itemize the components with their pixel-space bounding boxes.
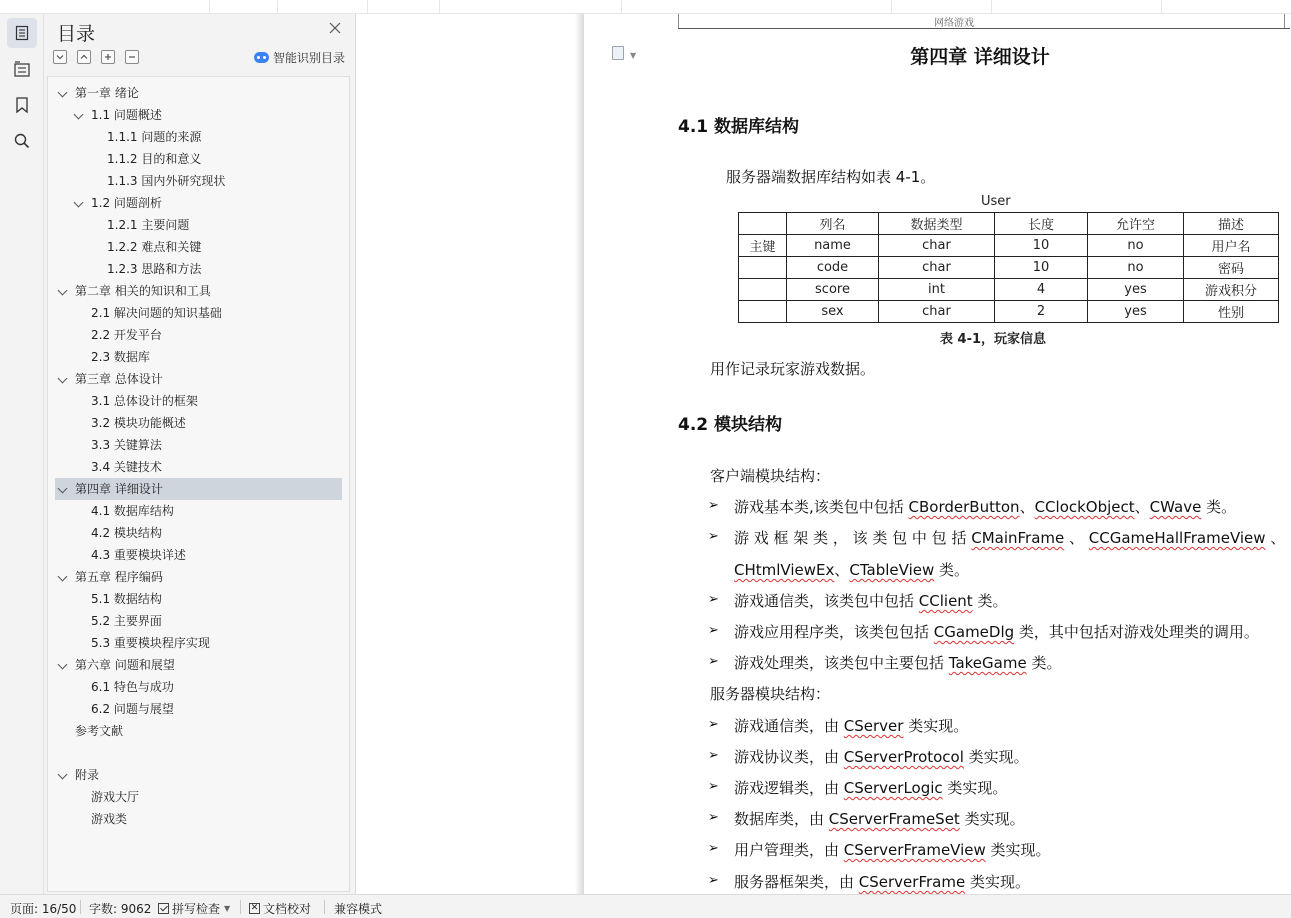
chevron-down-icon[interactable] bbox=[58, 88, 68, 98]
table-cell: name bbox=[787, 235, 879, 257]
table-cell: yes bbox=[1088, 279, 1184, 301]
toc-title: 目录 bbox=[57, 23, 96, 45]
table-cell: 4 bbox=[995, 279, 1088, 301]
toc-item[interactable]: 2.1 解决问题的知识基础 bbox=[91, 306, 222, 320]
table-cell: 密码 bbox=[1184, 257, 1279, 279]
toc-item[interactable]: 1.2.1 主要问题 bbox=[107, 218, 190, 232]
table-header-row bbox=[739, 213, 1279, 235]
table-cell: char bbox=[879, 235, 995, 257]
bullet-arrow-icon: ➢ bbox=[708, 717, 719, 732]
toc-item[interactable]: 6.1 特色与成功 bbox=[91, 680, 174, 694]
bullet-item: 游戏通信类，该类包中包括 CClient 类。 bbox=[734, 592, 1008, 610]
table-cell bbox=[739, 301, 787, 323]
toc-item[interactable]: 4.1 数据库结构 bbox=[91, 504, 174, 518]
bullet-item: 游戏协议类，由 CServerProtocol 类实现。 bbox=[734, 748, 1029, 766]
toc-tree bbox=[47, 76, 350, 892]
chevron-down-icon[interactable] bbox=[58, 286, 68, 296]
toc-item[interactable]: 第二章 相关的知识和工具 bbox=[75, 280, 211, 302]
toolbar-segment bbox=[622, 0, 892, 14]
chevron-down-icon[interactable] bbox=[74, 110, 84, 120]
paragraph: 服务器端数据库结构如表 4-1。 bbox=[726, 168, 936, 186]
table-row bbox=[739, 301, 1279, 323]
toc-item[interactable]: 游戏类 bbox=[91, 812, 128, 826]
expand-all-button[interactable] bbox=[53, 50, 67, 64]
toolbar-segment bbox=[0, 0, 210, 14]
bullet-arrow-icon: ➢ bbox=[708, 779, 719, 794]
word-count[interactable]: 字数: 9062 bbox=[89, 902, 152, 916]
toolbar-segment bbox=[278, 0, 368, 14]
caret-down-icon[interactable]: ▼ bbox=[630, 51, 637, 60]
table-cell: 2 bbox=[995, 301, 1088, 323]
top-toolbar-strip bbox=[0, 0, 1291, 14]
bookmark-button[interactable] bbox=[7, 90, 37, 120]
bullet-item: 游戏应用程序类，该类包包括 CGameDlg 类，其中包括对游戏处理类的调用。 bbox=[734, 623, 1259, 641]
remove-heading-button[interactable] bbox=[125, 50, 139, 64]
bullet-item-continuation: CHtmlViewEx、CTableView 类。 bbox=[734, 561, 970, 579]
table-cell: score bbox=[787, 279, 879, 301]
table-cell: code bbox=[787, 257, 879, 279]
bullet-arrow-icon: ➢ bbox=[708, 654, 719, 669]
paragraph: 用作记录玩家游戏数据。 bbox=[710, 360, 876, 378]
table-cell: no bbox=[1088, 257, 1184, 279]
toc-list-icon bbox=[14, 25, 30, 41]
collapse-all-button[interactable] bbox=[77, 50, 91, 64]
proofread-button[interactable]: ✕ 文档校对 bbox=[250, 902, 312, 916]
toc-item[interactable]: 4.3 重要模块详述 bbox=[91, 548, 186, 562]
toc-item[interactable]: 第一章 绪论 bbox=[75, 82, 139, 104]
bookmark-icon bbox=[14, 96, 30, 114]
toc-item[interactable]: 第三章 总体设计 bbox=[75, 368, 163, 390]
table-cell: 允许空 bbox=[1088, 213, 1184, 235]
page-shadow bbox=[575, 14, 584, 894]
chapter-nav-button[interactable] bbox=[7, 54, 37, 84]
toolbar-segment bbox=[892, 0, 992, 14]
toc-item[interactable]: 5.1 数据结构 bbox=[91, 592, 162, 606]
chapter-title: 第四章 详细设计 bbox=[910, 46, 1050, 68]
compatibility-mode[interactable]: 兼容模式 bbox=[334, 902, 383, 916]
table-cell: int bbox=[879, 279, 995, 301]
toc-item[interactable]: 6.2 问题与展望 bbox=[91, 702, 174, 716]
table-row bbox=[739, 235, 1279, 257]
table-title: User bbox=[981, 194, 1011, 209]
bullet-item: 用户管理类，由 CServerFrameView 类实现。 bbox=[734, 841, 1051, 859]
toc-item[interactable]: 4.2 模块结构 bbox=[91, 526, 162, 540]
bullet-item: 游戏基本类,该类包中包括 CBorderButton、CClockObject、CWave 类。 bbox=[734, 498, 1237, 516]
table-cell: 用户名 bbox=[1184, 235, 1279, 257]
toc-panel bbox=[44, 14, 356, 894]
chevron-down-icon[interactable] bbox=[58, 572, 68, 582]
search-button[interactable] bbox=[7, 126, 37, 156]
toc-item[interactable]: 第五章 程序编码 bbox=[75, 566, 163, 588]
toc-item[interactable]: 1.2 问题剖析 bbox=[91, 192, 162, 214]
toc-item[interactable]: 3.4 关键技术 bbox=[91, 460, 162, 474]
chevron-down-icon[interactable] bbox=[58, 770, 68, 780]
bullet-item: 游 戏 框 架 类 ， 该 类 包 中 包 括 CMainFrame 、 CCGameHallFrameView 、 bbox=[734, 529, 1286, 547]
toc-item[interactable]: 2.3 数据库 bbox=[91, 350, 150, 364]
toolbar-segment bbox=[440, 0, 622, 14]
table-cell: 长度 bbox=[995, 213, 1088, 235]
toc-item[interactable]: 1.1.3 国内外研究现状 bbox=[107, 174, 226, 188]
bullet-arrow-icon: ➢ bbox=[708, 748, 719, 763]
header-margin-mark bbox=[678, 14, 679, 28]
database-table bbox=[738, 212, 1279, 323]
toc-item[interactable]: 参考文献 bbox=[75, 724, 124, 738]
checkbox-checked-icon bbox=[158, 903, 169, 914]
table-cell: 10 bbox=[995, 257, 1088, 279]
toolbar-segment bbox=[368, 0, 440, 14]
status-divider bbox=[240, 900, 241, 914]
table-cell: 主键 bbox=[739, 235, 787, 257]
toc-item[interactable]: 3.2 模块功能概述 bbox=[91, 416, 186, 430]
chevron-down-icon[interactable] bbox=[74, 198, 84, 208]
toc-item-selected[interactable]: 第四章 详细设计 bbox=[55, 478, 342, 500]
table-cell: 数据类型 bbox=[879, 213, 995, 235]
toc-item[interactable]: 3.3 关键算法 bbox=[91, 438, 162, 452]
toc-panel-button[interactable] bbox=[7, 18, 37, 48]
caret-down-icon[interactable]: ▼ bbox=[224, 904, 231, 913]
toc-item[interactable]: 5.3 重要模块程序实现 bbox=[91, 636, 210, 650]
toc-item[interactable]: 游戏大厅 bbox=[91, 790, 140, 804]
table-row bbox=[739, 279, 1279, 301]
chevron-down-icon bbox=[55, 52, 65, 62]
close-icon[interactable] bbox=[328, 21, 342, 35]
bullet-item: 游戏逻辑类，由 CServerLogic 类实现。 bbox=[734, 779, 1008, 797]
section-title-4-1: 4.1 数据库结构 bbox=[678, 117, 800, 137]
minus-icon bbox=[127, 52, 137, 62]
status-bar bbox=[0, 894, 1291, 918]
toolbar-segment bbox=[210, 0, 278, 14]
toc-item[interactable]: 1.2.3 思路和方法 bbox=[107, 262, 202, 276]
status-divider bbox=[324, 900, 325, 914]
bullet-arrow-icon: ➢ bbox=[708, 873, 719, 888]
table-cell bbox=[739, 257, 787, 279]
table-cell: char bbox=[879, 301, 995, 323]
header-margin-mark bbox=[1284, 14, 1285, 28]
document-page[interactable] bbox=[584, 14, 1291, 894]
paragraph: 服务器模块结构： bbox=[710, 685, 831, 703]
table-cell bbox=[739, 213, 787, 235]
spell-check-toggle[interactable]: 拼写检查 ▼ bbox=[158, 900, 230, 917]
add-heading-button[interactable] bbox=[101, 50, 115, 64]
page-header-text: 网络游戏 bbox=[934, 18, 974, 29]
table-row bbox=[739, 257, 1279, 279]
table-cell: yes bbox=[1088, 301, 1184, 323]
page-count[interactable]: 页面: 16/50 bbox=[10, 902, 77, 916]
document-canvas bbox=[356, 14, 584, 894]
bullet-item: 服务器框架类，由 CServerFrame 类实现。 bbox=[734, 873, 1030, 891]
section-title-4-2: 4.2 模块结构 bbox=[678, 415, 783, 435]
paragraph: 客户端模块结构： bbox=[710, 467, 831, 485]
chevron-down-icon[interactable] bbox=[58, 374, 68, 384]
toolbar-segment bbox=[992, 0, 1162, 14]
toc-item[interactable]: 附录 bbox=[75, 764, 99, 786]
toc-item[interactable]: 1.1.1 问题的来源 bbox=[107, 130, 202, 144]
bullet-arrow-icon: ➢ bbox=[708, 810, 719, 825]
bullet-arrow-icon: ➢ bbox=[708, 592, 719, 607]
table-cell: 游戏积分 bbox=[1184, 279, 1279, 301]
status-divider bbox=[80, 900, 81, 914]
navigation-rail bbox=[0, 14, 44, 894]
ai-assistant-icon bbox=[254, 52, 269, 63]
smart-toc-button[interactable] bbox=[254, 49, 345, 66]
table-cell: 列名 bbox=[787, 213, 879, 235]
smart-toc-label: 智能识别目录 bbox=[273, 51, 346, 65]
toc-item[interactable]: 1.1.2 目的和意义 bbox=[107, 152, 202, 166]
toc-item[interactable]: 1.1 问题概述 bbox=[91, 104, 162, 126]
header-rule bbox=[678, 28, 1290, 29]
proofread-icon: ✕ bbox=[250, 903, 259, 913]
toc-item[interactable]: 第六章 问题和展望 bbox=[75, 654, 175, 676]
table-caption: 表 4-1，玩家信息 bbox=[940, 332, 1047, 347]
bullet-item: 游戏处理类，该类包中主要包括 TakeGame 类。 bbox=[734, 654, 1062, 672]
chapter-nav-icon bbox=[13, 60, 31, 78]
chevron-down-icon[interactable] bbox=[58, 660, 68, 670]
toc-item[interactable]: 3.1 总体设计的框架 bbox=[91, 394, 198, 408]
chevron-down-icon[interactable] bbox=[58, 484, 68, 494]
table-cell: 性别 bbox=[1184, 301, 1279, 323]
toc-toolbar bbox=[53, 50, 139, 64]
toc-item[interactable]: 5.2 主要界面 bbox=[91, 614, 162, 628]
bullet-item: 数据库类，由 CServerFrameSet 类实现。 bbox=[734, 810, 1025, 828]
table-cell: char bbox=[879, 257, 995, 279]
plus-icon bbox=[103, 52, 113, 62]
table-cell: sex bbox=[787, 301, 879, 323]
bullet-arrow-icon: ➢ bbox=[708, 498, 719, 513]
table-cell: 描述 bbox=[1184, 213, 1279, 235]
table-cell: no bbox=[1088, 235, 1184, 257]
table-cell bbox=[739, 279, 787, 301]
toc-item[interactable]: 1.2.2 难点和关键 bbox=[107, 240, 202, 254]
table-cell: 10 bbox=[995, 235, 1088, 257]
chevron-up-icon bbox=[79, 52, 89, 62]
bullet-item: 游戏通信类，由 CServer 类实现。 bbox=[734, 717, 969, 735]
search-icon bbox=[13, 132, 31, 150]
bullet-arrow-icon: ➢ bbox=[708, 529, 719, 544]
toc-item[interactable]: 2.2 开发平台 bbox=[91, 328, 162, 342]
bullet-arrow-icon: ➢ bbox=[708, 623, 719, 638]
bullet-arrow-icon: ➢ bbox=[708, 841, 719, 856]
